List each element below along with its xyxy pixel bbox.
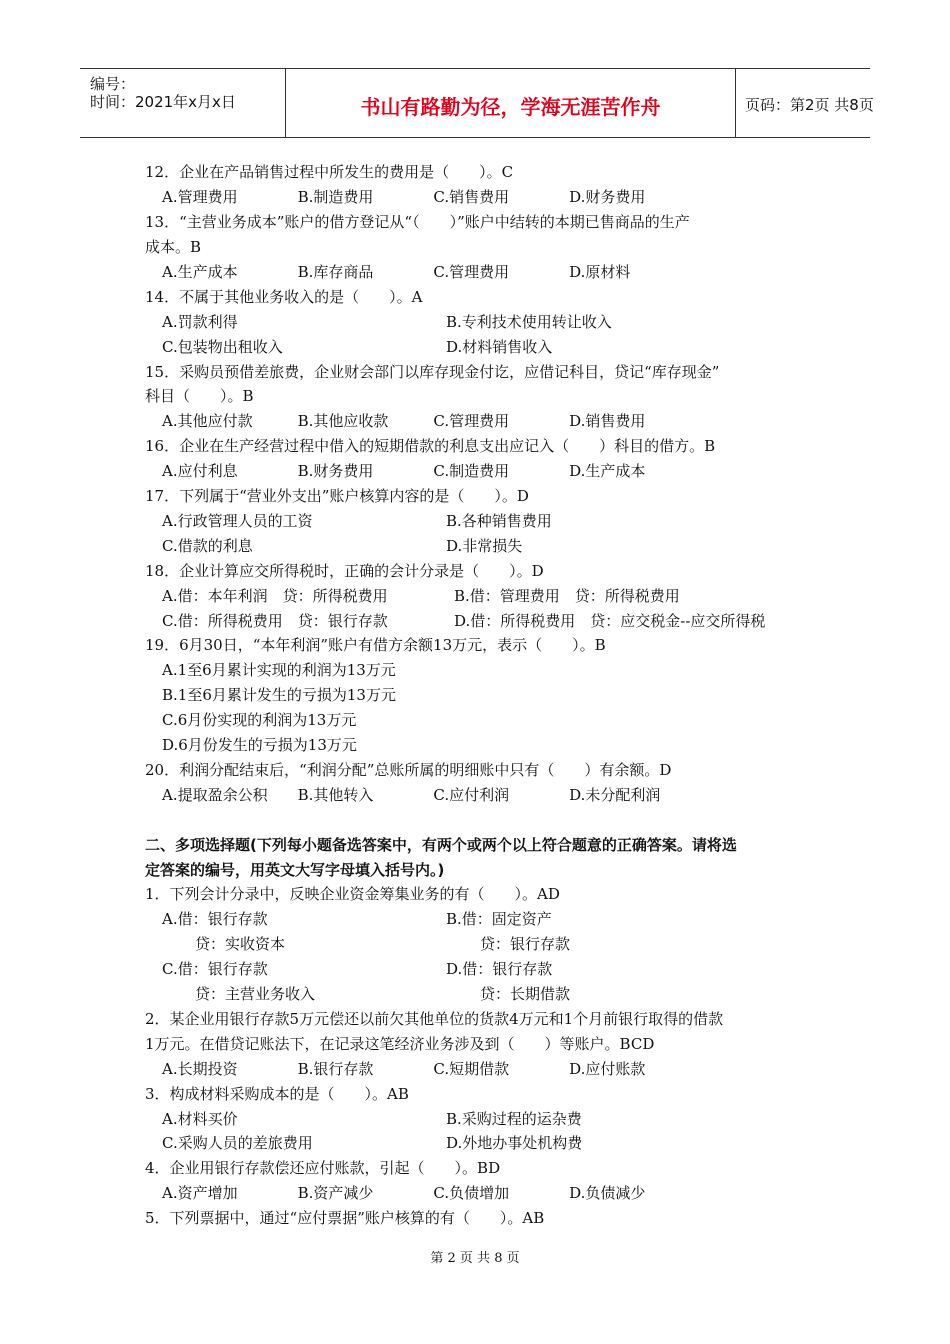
text-line: 5．下列票据中，通过“应付票据”账户核算的有（ ）。AB <box>145 1209 545 1227</box>
number-label: 编号： <box>90 75 136 93</box>
text-line: D.非常损失 <box>446 537 523 555</box>
text-line: A.资产增加 B.资产减少 C.负债增加 D.负债减少 <box>162 1184 646 1202</box>
text-line: 贷：长期借款 <box>480 985 571 1003</box>
text-line: 科目（ ）。B <box>145 387 254 405</box>
text-line: 12．企业在产品销售过程中所发生的费用是（ ）。C <box>145 163 514 181</box>
text-line: 贷：实收资本 <box>195 935 286 953</box>
text-line: B.各种销售费用 <box>446 512 552 530</box>
text-line: C.采购人员的差旅费用 <box>162 1134 313 1152</box>
text-line: A.长期投资 B.银行存款 C.短期借款 D.应付账款 <box>162 1060 646 1078</box>
text-line: D.外地办事处机构费 <box>446 1134 583 1152</box>
text-line: D.借：银行存款 <box>446 960 553 978</box>
text-line: A.材料买价 <box>162 1110 238 1128</box>
text-line: A.行政管理人员的工资 <box>162 512 313 530</box>
text-line: 14．不属于其他业务收入的是（ ）。A <box>145 288 423 306</box>
text-line: A.管理费用 B.制造费用 C.销售费用 D.财务费用 <box>162 188 646 206</box>
text-line: B.借：管理费用 贷：所得税费用 <box>454 587 680 605</box>
text-line: A.1至6月累计实现的利润为13万元 <box>162 661 396 679</box>
text-line: B.1至6月累计发生的亏损为13万元 <box>162 686 396 704</box>
header-meta-cell <box>80 69 285 137</box>
text-line: A.借：本年利润 贷：所得税费用 <box>162 587 388 605</box>
text-line: 3．构成材料采购成本的是（ ）。AB <box>145 1085 409 1103</box>
header-page-cell <box>735 69 874 137</box>
text-line: A.罚款利得 <box>162 313 238 331</box>
text-line: A.提取盈余公积 B.其他转入 C.应付利润 D.未分配利润 <box>162 786 661 804</box>
text-line: B.采购过程的运杂费 <box>446 1110 582 1128</box>
text-line: 1万元。在借贷记账法下，在记录这笔经济业务涉及到（ ）等账户。BCD <box>145 1035 655 1053</box>
text-line: A.借：银行存款 <box>162 910 268 928</box>
text-line: 贷：银行存款 <box>480 935 571 953</box>
text-line: 17．下列属于“营业外支出”账户核算内容的是（ ）。D <box>145 487 529 505</box>
text-line: 19．6月30日，“本年利润”账户有借方余额13万元，表示（ ）。B <box>145 636 606 654</box>
section-heading-line: 定答案的编号，用英文大写字母填入括号内。) <box>145 861 445 879</box>
text-line: 贷：主营业务收入 <box>195 985 316 1003</box>
text-line: 13．“主营业务成本”账户的借方登记从“（ ）”账户中结转的本期已售商品的生产 <box>145 213 690 231</box>
text-line: 16．企业在生产经营过程中借入的短期借款的利息支出应记入（ ）科目的借方。B <box>145 437 716 455</box>
text-line: D.6月份发生的亏损为13万元 <box>162 736 357 754</box>
text-line: C.包装物出租收入 <box>162 338 283 356</box>
text-line: 20．利润分配结束后，“利润分配”总账所属的明细账中只有（ ）有余额。D <box>145 761 672 779</box>
text-line: 成本。B <box>145 238 202 256</box>
page-footer: 第 2 页 共 8 页 <box>430 1251 520 1266</box>
motto-text: 书山有路勤为径，学海无涯苦作舟 <box>360 95 661 119</box>
header-motto-cell <box>285 69 736 137</box>
text-line: 2．某企业用银行存款5万元偿还以前欠其他单位的货款4万元和1个月前银行取得的借款 <box>145 1010 724 1028</box>
text-line: A.应付利息 B.财务费用 C.制造费用 D.生产成本 <box>162 462 646 480</box>
text-line: 18．企业计算应交所得税时，正确的会计分录是（ ）。D <box>145 562 544 580</box>
text-line: D.借：所得税费用 贷：应交税金--应交所得税 <box>454 612 766 630</box>
text-line: A.其他应付款 B.其他应收款 C.管理费用 D.销售费用 <box>162 412 646 430</box>
text-line: 15．采购员预借差旅费，企业财会部门以库存现金付讫，应借记科目，贷记“库存现金” <box>145 363 720 381</box>
text-line: C.6月份实现的利润为13万元 <box>162 711 357 729</box>
text-line: B.借：固定资产 <box>446 910 552 928</box>
text-line: C.借款的利息 <box>162 537 253 555</box>
text-line: A.生产成本 B.库存商品 C.管理费用 D.原材料 <box>162 263 631 281</box>
text-line: D.材料销售收入 <box>446 338 553 356</box>
time-label: 时间：2021年x月x日 <box>90 93 236 111</box>
page-header <box>80 68 874 138</box>
text-line: C.借：所得税费用 贷：银行存款 <box>162 612 388 630</box>
text-line: 1．下列会计分录中，反映企业资金筹集业务的有（ ）。AD <box>145 885 560 903</box>
section-heading-line: 二、多项选择题(下列每小题备选答案中，有两个或两个以上符合题意的正确答案。请将选 <box>145 836 737 854</box>
text-line: C.借：银行存款 <box>162 960 268 978</box>
text-line: B.专利技术使用转让收入 <box>446 313 612 331</box>
page-info: 页码：第2页 共8页 <box>745 96 874 114</box>
text-line: 4．企业用银行存款偿还应付账款，引起（ ）。BD <box>145 1159 501 1177</box>
